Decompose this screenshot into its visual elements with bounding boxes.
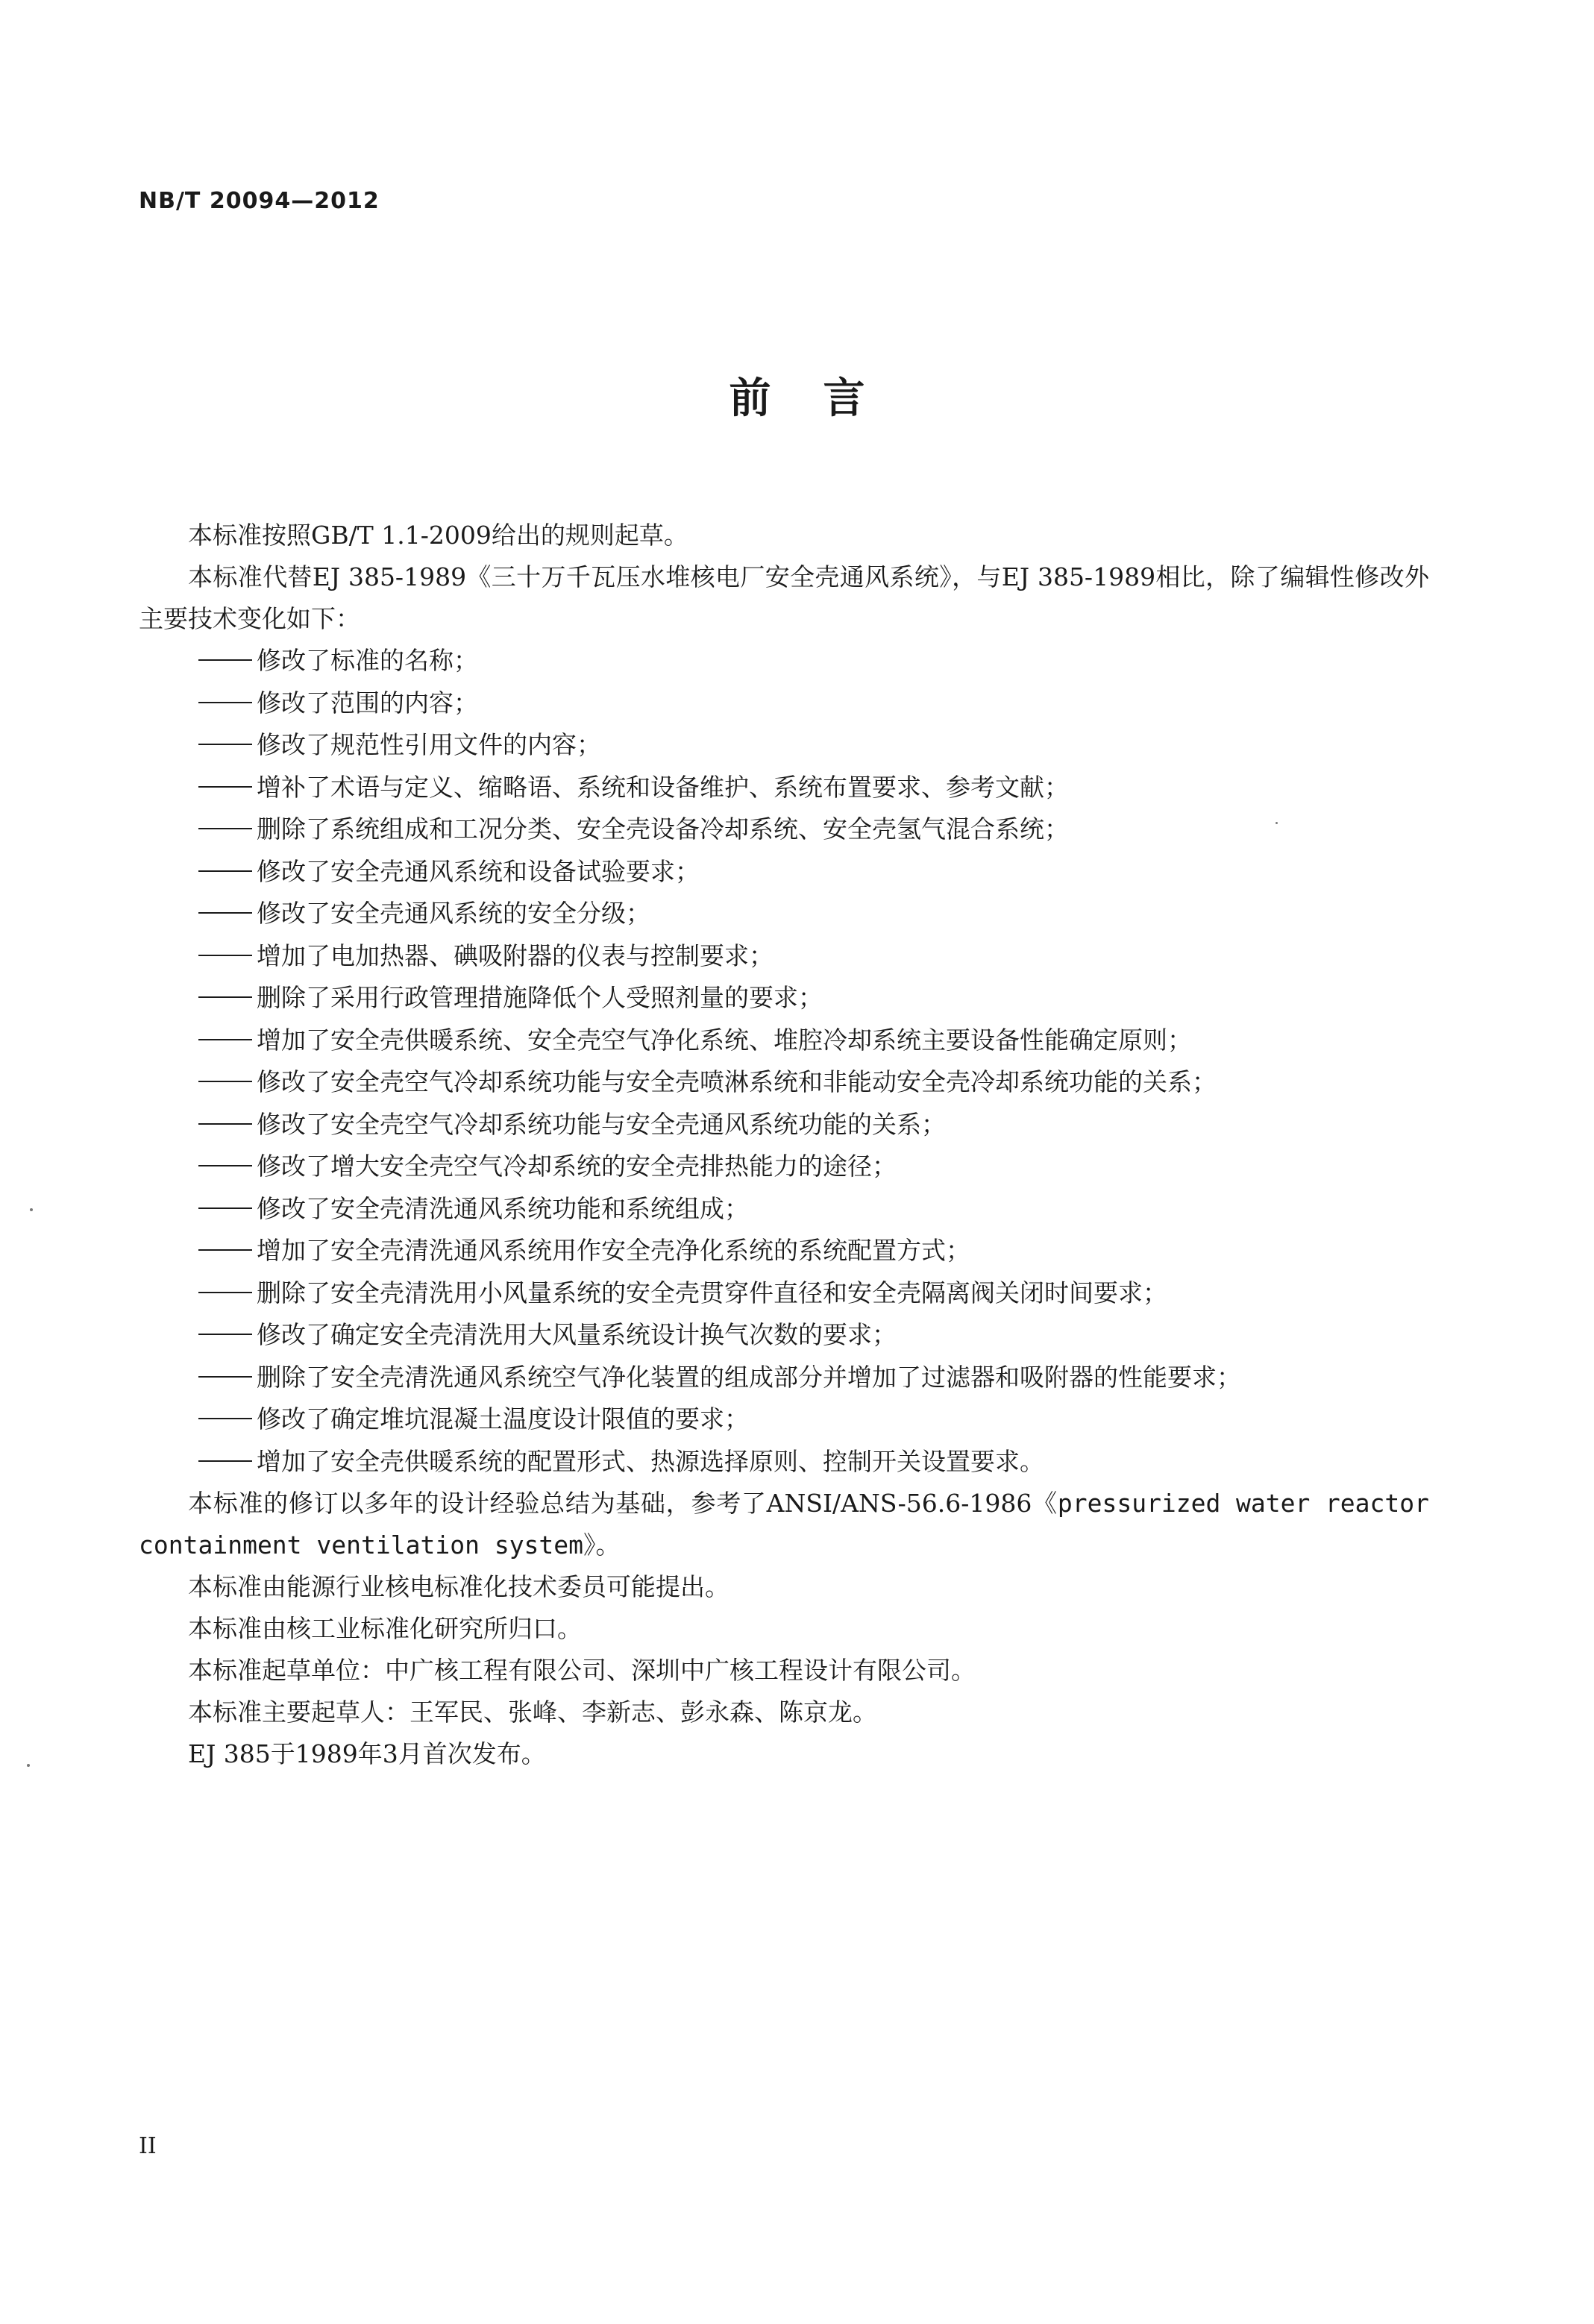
dash-bullet xyxy=(198,828,252,829)
paragraph-first-release: EJ 385于1989年3月首次发布。 xyxy=(188,1739,546,1768)
dash-bullet xyxy=(198,659,252,661)
paragraph-proposer: 本标准由能源行业核电标准化技术委员可能提出。 xyxy=(188,1572,729,1601)
list-item: 增加了安全壳供暖系统、安全壳空气净化系统、堆腔冷却系统主要设备性能确定原则； xyxy=(139,1020,1429,1062)
paragraph-drafters: 本标准主要起草人：王军民、张峰、李新志、彭永森、陈京龙。 xyxy=(188,1698,877,1727)
list-item: 删除了采用行政管理措施降低个人受照剂量的要求； xyxy=(139,977,1429,1020)
dash-bullet xyxy=(198,744,252,745)
list-item: 修改了安全壳通风系统和设备试验要求； xyxy=(139,851,1429,894)
dash-bullet xyxy=(198,1334,252,1335)
dash-bullet xyxy=(198,996,252,998)
paragraph-replacement-note: 本标准代替EJ 385-1989《三十万千瓦压水堆核电厂安全壳通风系统》，与EJ 385-1989相比，除了编辑性修改外主要技术变化如下： xyxy=(139,562,1429,633)
dash-bullet xyxy=(198,1165,252,1166)
list-item: 增加了电加热器、碘吸附器的仪表与控制要求； xyxy=(139,935,1429,978)
list-item: 修改了确定堆坑混凝土温度设计限值的要求； xyxy=(139,1398,1429,1441)
dash-bullet xyxy=(198,1292,252,1293)
list-item: 增加了安全壳供暖系统的配置形式、热源选择原则、控制开关设置要求。 xyxy=(139,1441,1429,1483)
changes-list xyxy=(139,640,1429,1483)
list-item: 修改了标准的名称； xyxy=(139,640,1429,682)
page-number: II xyxy=(139,2133,157,2159)
list-item: 删除了安全壳清洗通风系统空气净化装置的组成部分并增加了过滤器和吸附器的性能要求； xyxy=(139,1357,1429,1399)
foreword-body xyxy=(139,515,1429,1775)
page-title: 前言 xyxy=(729,374,917,423)
paragraph-revision-basis: 本标准的修订以多年的设计经验总结为基础，参考了ANSI/ANS-56.6-1986《pressurized water reactor containment ventilation system》。 xyxy=(139,1489,1429,1560)
dash-bullet xyxy=(198,1123,252,1125)
paragraph-administrator: 本标准由核工业标准化研究所归口。 xyxy=(188,1614,582,1643)
paragraph-drafting-rules: 本标准按照GB/T 1.1-2009给出的规则起草。 xyxy=(188,521,688,550)
list-item: 修改了规范性引用文件的内容； xyxy=(139,724,1429,767)
list-item: 删除了系统组成和工况分类、安全壳设备冷却系统、安全壳氢气混合系统； xyxy=(139,808,1429,851)
list-item: 修改了安全壳清洗通风系统功能和系统组成； xyxy=(139,1188,1429,1231)
dash-bullet xyxy=(198,1207,252,1209)
dash-bullet xyxy=(198,1249,252,1251)
dash-bullet xyxy=(198,912,252,914)
list-item: 修改了安全壳空气冷却系统功能与安全壳通风系统功能的关系； xyxy=(139,1104,1429,1146)
scan-speck xyxy=(1275,822,1278,824)
list-item: 修改了范围的内容； xyxy=(139,682,1429,725)
paragraph-drafting-units: 本标准起草单位：中广核工程有限公司、深圳中广核工程设计有限公司。 xyxy=(188,1656,976,1685)
list-item: 修改了确定安全壳清洗用大风量系统设计换气次数的要求； xyxy=(139,1314,1429,1357)
scan-speck xyxy=(27,1764,30,1767)
list-item: 修改了安全壳通风系统的安全分级； xyxy=(139,893,1429,935)
dash-bullet xyxy=(198,955,252,956)
dash-bullet xyxy=(198,1460,252,1462)
list-item: 修改了安全壳空气冷却系统功能与安全壳喷淋系统和非能动安全壳冷却系统功能的关系； xyxy=(139,1061,1429,1104)
list-item: 修改了增大安全壳空气冷却系统的安全壳排热能力的途径； xyxy=(139,1146,1429,1188)
list-item: 删除了安全壳清洗用小风量系统的安全壳贯穿件直径和安全壳隔离阀关闭时间要求； xyxy=(139,1272,1429,1315)
dash-bullet xyxy=(198,1081,252,1082)
document-code: NB/T 20094—2012 xyxy=(139,188,380,214)
list-item: 增补了术语与定义、缩略语、系统和设备维护、系统布置要求、参考文献； xyxy=(139,767,1429,809)
dash-bullet xyxy=(198,1376,252,1378)
dash-bullet xyxy=(198,786,252,788)
dash-bullet xyxy=(198,1418,252,1419)
dash-bullet xyxy=(198,870,252,872)
dash-bullet xyxy=(198,1039,252,1040)
dash-bullet xyxy=(198,702,252,703)
list-item: 增加了安全壳清洗通风系统用作安全壳净化系统的系统配置方式； xyxy=(139,1230,1429,1272)
scan-speck xyxy=(30,1208,33,1211)
